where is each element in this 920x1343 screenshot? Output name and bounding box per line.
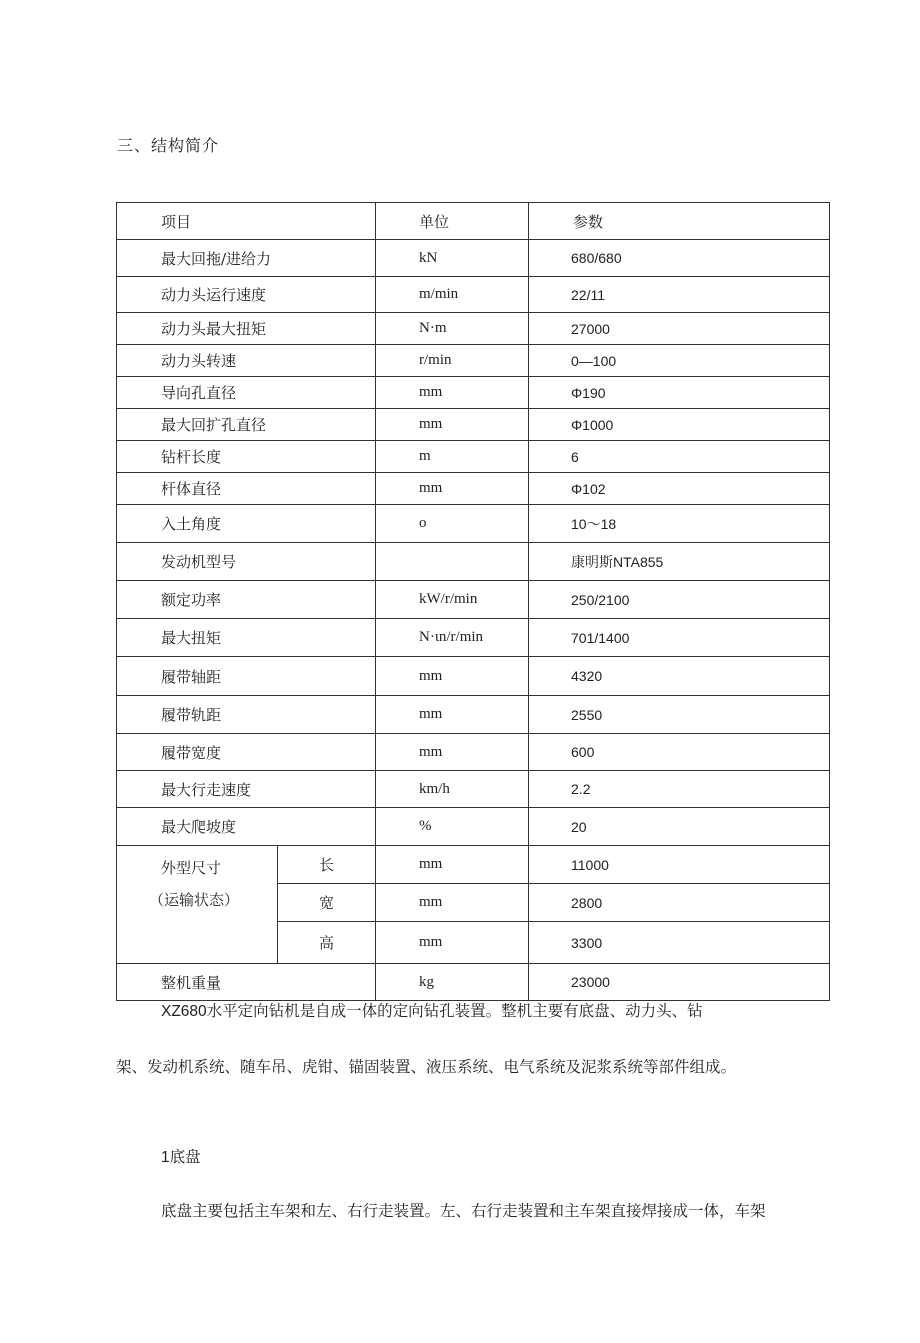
group-label-line1: 外型尺寸	[161, 859, 222, 877]
row-item: 入土角度	[117, 505, 376, 543]
table-row	[117, 543, 830, 581]
table-row	[117, 846, 830, 884]
row-value: 27000	[529, 313, 830, 345]
row-unit: kW/r/min	[376, 581, 529, 619]
row-item: 整机重量	[117, 964, 376, 1001]
row-value: 10～18	[529, 505, 830, 543]
row-item: 最大行走速度	[117, 771, 376, 808]
row-value: 3300	[529, 922, 830, 964]
table-row	[117, 581, 830, 619]
row-value: 23000	[529, 964, 830, 1001]
row-item: 最大爬坡度	[117, 808, 376, 846]
group-label	[117, 846, 278, 964]
row-value: Φ190	[529, 377, 830, 409]
row-value: 20	[529, 808, 830, 846]
row-unit: mm	[376, 734, 529, 771]
row-item: 最大扭矩	[117, 619, 376, 657]
group-sub-item: 长	[278, 846, 376, 884]
row-unit: N·m	[376, 313, 529, 345]
header-value: 参数	[529, 203, 830, 240]
row-unit: mm	[376, 846, 529, 884]
table-row	[117, 377, 830, 409]
row-item: 履带轨距	[117, 696, 376, 734]
table-row	[117, 657, 830, 696]
row-unit: km/h	[376, 771, 529, 808]
intro-text-1: 水平定向钻机是自成一体的定向钻孔装置。整机主要有底盘、动力头、钻	[206, 1002, 703, 1020]
spec-table	[116, 202, 830, 1001]
row-value: 2800	[529, 884, 830, 922]
row-item: 最大回扩孔直径	[117, 409, 376, 441]
row-item: 最大回拖/进给力	[117, 240, 376, 277]
row-item: 导向孔直径	[117, 377, 376, 409]
table-row	[117, 313, 830, 345]
row-value: 4320	[529, 657, 830, 696]
table-header-row	[117, 203, 830, 240]
row-value: 701/1400	[529, 619, 830, 657]
row-item: 履带轴距	[117, 657, 376, 696]
row-value: Φ1000	[529, 409, 830, 441]
group-sub-item: 高	[278, 922, 376, 964]
table-row	[117, 505, 830, 543]
row-unit: mm	[376, 922, 529, 964]
row-unit: N·ιn/r/min	[376, 619, 529, 657]
row-unit: mm	[376, 409, 529, 441]
row-value: 600	[529, 734, 830, 771]
row-unit: mm	[376, 377, 529, 409]
table-row	[117, 808, 830, 846]
group-sub-item: 宽	[278, 884, 376, 922]
table-row	[117, 964, 830, 1001]
table-row	[117, 771, 830, 808]
row-value: Φ102	[529, 473, 830, 505]
row-unit: kN	[376, 240, 529, 277]
row-unit: kg	[376, 964, 529, 1001]
row-item: 杆体直径	[117, 473, 376, 505]
row-unit: mm	[376, 884, 529, 922]
row-item: 发动机型号	[117, 543, 376, 581]
row-value: 680/680	[529, 240, 830, 277]
row-unit: o	[376, 505, 529, 543]
subsection-title: 底盘	[169, 1148, 201, 1166]
row-unit: mm	[376, 473, 529, 505]
row-value: 11000	[529, 846, 830, 884]
subsection-number: 1	[161, 1149, 170, 1166]
row-value: 22/11	[529, 277, 830, 313]
row-value: 250/2100	[529, 581, 830, 619]
row-item: 额定功率	[117, 581, 376, 619]
table-row	[117, 240, 830, 277]
chassis-paragraph-line1: 底盘主要包括主车架和左、右行走装置。左、右行走装置和主车架直接焊接成一体，车架	[161, 1202, 766, 1220]
intro-paragraph-line2: 架、发动机系统、随车吊、虎钳、锚固装置、液压系统、电气系统及泥浆系统等部件组成。	[116, 1058, 737, 1076]
row-unit: mm	[376, 696, 529, 734]
header-unit: 单位	[376, 203, 529, 240]
table-row	[117, 473, 830, 505]
row-unit: r/min	[376, 345, 529, 377]
table-row	[117, 345, 830, 377]
table-row	[117, 441, 830, 473]
intro-paragraph-line1	[161, 999, 703, 1024]
model-name: XZ680	[161, 1003, 207, 1020]
row-value: 6	[529, 441, 830, 473]
row-value: 2.2	[529, 771, 830, 808]
row-item: 动力头转速	[117, 345, 376, 377]
row-unit: mm	[376, 657, 529, 696]
row-item: 动力头运行速度	[117, 277, 376, 313]
subsection-heading	[161, 1145, 201, 1170]
row-unit	[376, 543, 529, 581]
header-item: 项目	[117, 203, 376, 240]
group-label-line2: （运输状态）	[149, 891, 240, 909]
table-row	[117, 734, 830, 771]
row-item: 动力头最大扭矩	[117, 313, 376, 345]
row-value: 2550	[529, 696, 830, 734]
row-item: 履带宽度	[117, 734, 376, 771]
row-item: 钻杆长度	[117, 441, 376, 473]
row-value: 0—100	[529, 345, 830, 377]
row-unit: %	[376, 808, 529, 846]
table-row	[117, 277, 830, 313]
row-unit: m	[376, 441, 529, 473]
section-title: 三、结构简介	[117, 136, 220, 155]
table-row	[117, 696, 830, 734]
row-unit: m/min	[376, 277, 529, 313]
row-value: 康明斯NTA855	[529, 543, 830, 581]
table-row	[117, 409, 830, 441]
table-row	[117, 619, 830, 657]
